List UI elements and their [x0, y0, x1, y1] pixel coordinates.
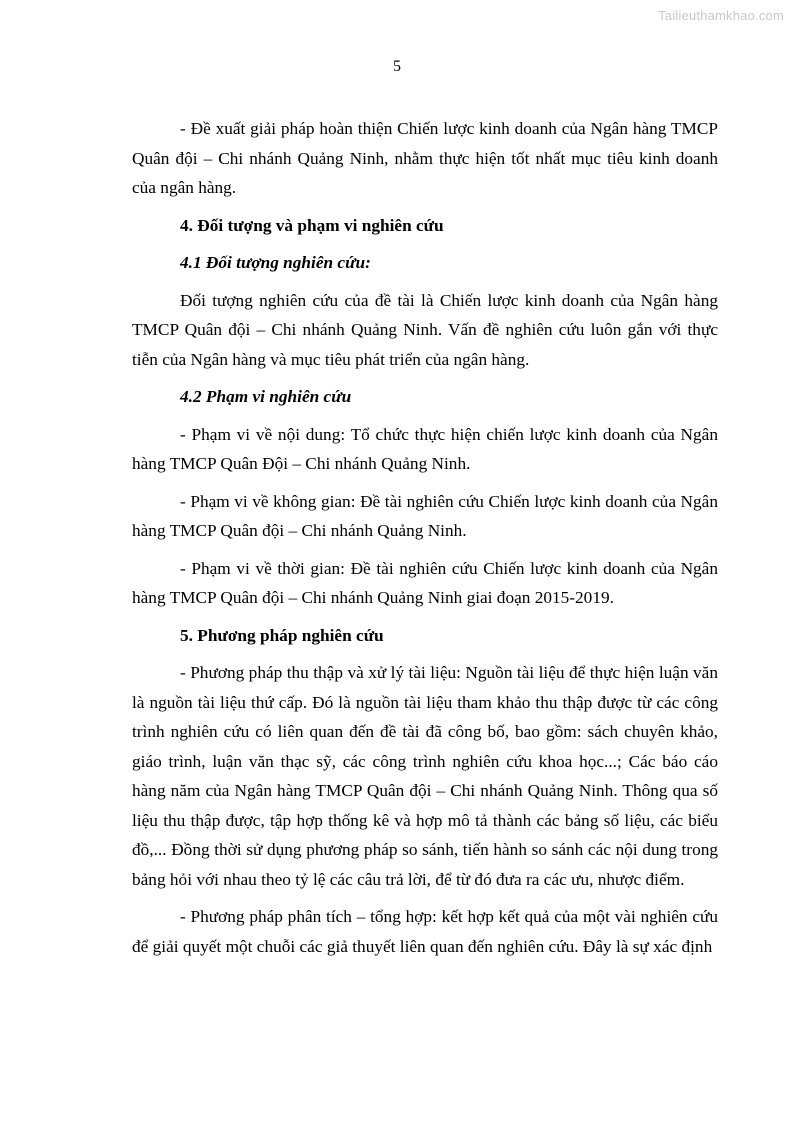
paragraph-scope-space: - Phạm vi về không gian: Đề tài nghiên cứu Chiến lược kinh doanh của Ngân hàng TMCP Quân đội – Chi nhánh Quảng Ninh. [132, 491, 718, 540]
subsection-heading-4-1: 4.1 Đối tượng nghiên cứu: [180, 253, 371, 272]
paragraph-scope-content: - Phạm vi về nội dung: Tổ chức thực hiện chiến lược kinh doanh của Ngân hàng TMCP Quân Đội – Chi nhánh Quảng Ninh. [132, 424, 718, 473]
section-heading-5: 5. Phương pháp nghiên cứu [180, 625, 384, 645]
paragraph-proposal: - Đề xuất giải pháp hoàn thiện Chiến lược kinh doanh của Ngân hàng TMCP Quân đội – Chi nhánh Quảng Ninh, nhằm thực hiện tốt nhất mục tiêu kinh doanh của ngân hàng. [132, 119, 718, 197]
subsection-heading-4-2: 4.2 Phạm vi nghiên cứu [180, 387, 352, 406]
paragraph-method-collection: - Phương pháp thu thập và xử lý tài liệu: Nguồn tài liệu để thực hiện luận văn là nguồn tài liệu thứ cấp. Đó là nguồn tài liệu tham khảo thu thập được từ các công trình nghiên cứu có liên quan đến đề tài đã công bố, bao gồm: sách chuyên khảo, giáo trình, luận văn thạc sỹ, các công trình nghiên cứu khoa học...; Các báo cáo hàng năm của Ngân hàng TMCP Quân đội – Chi nhánh Quảng Ninh. Thông qua số liệu thu thập được, tập hợp thống kê và hợp mô tả thành các bảng số liệu, các biểu đồ,... Đồng thời sử dụng phương pháp so sánh, tiến hành so sánh các nội dung trong bảng hỏi với nhau theo tỷ lệ các câu trả lời, để từ đó đưa ra các ưu, nhược điểm. [132, 663, 718, 889]
page-number: 5 [393, 58, 401, 75]
paragraph-method-analysis: - Phương pháp phân tích – tổng hợp: kết hợp kết quả của một vài nghiên cứu để giải quyết một chuỗi các giả thuyết liên quan đến nghiên cứu. Đây là sự xác định [132, 907, 718, 956]
document-body [132, 114, 718, 969]
paragraph-research-object: Đối tượng nghiên cứu của đề tài là Chiến lược kinh doanh của Ngân hàng TMCP Quân đội – Chi nhánh Quảng Ninh. Vấn đề nghiên cứu luôn gắn với thực tiễn của Ngân hàng và mục tiêu phát triển của ngân hàng. [132, 290, 718, 369]
paragraph-scope-time: - Phạm vi về thời gian: Đề tài nghiên cứu Chiến lược kinh doanh của Ngân hàng TMCP Quân đội – Chi nhánh Quảng Ninh giai đoạn 2015-2019. [132, 558, 718, 607]
section-heading-4: 4. Đối tượng và phạm vi nghiên cứu [180, 215, 444, 235]
watermark: Tailieuthamkhao.com [658, 8, 784, 23]
